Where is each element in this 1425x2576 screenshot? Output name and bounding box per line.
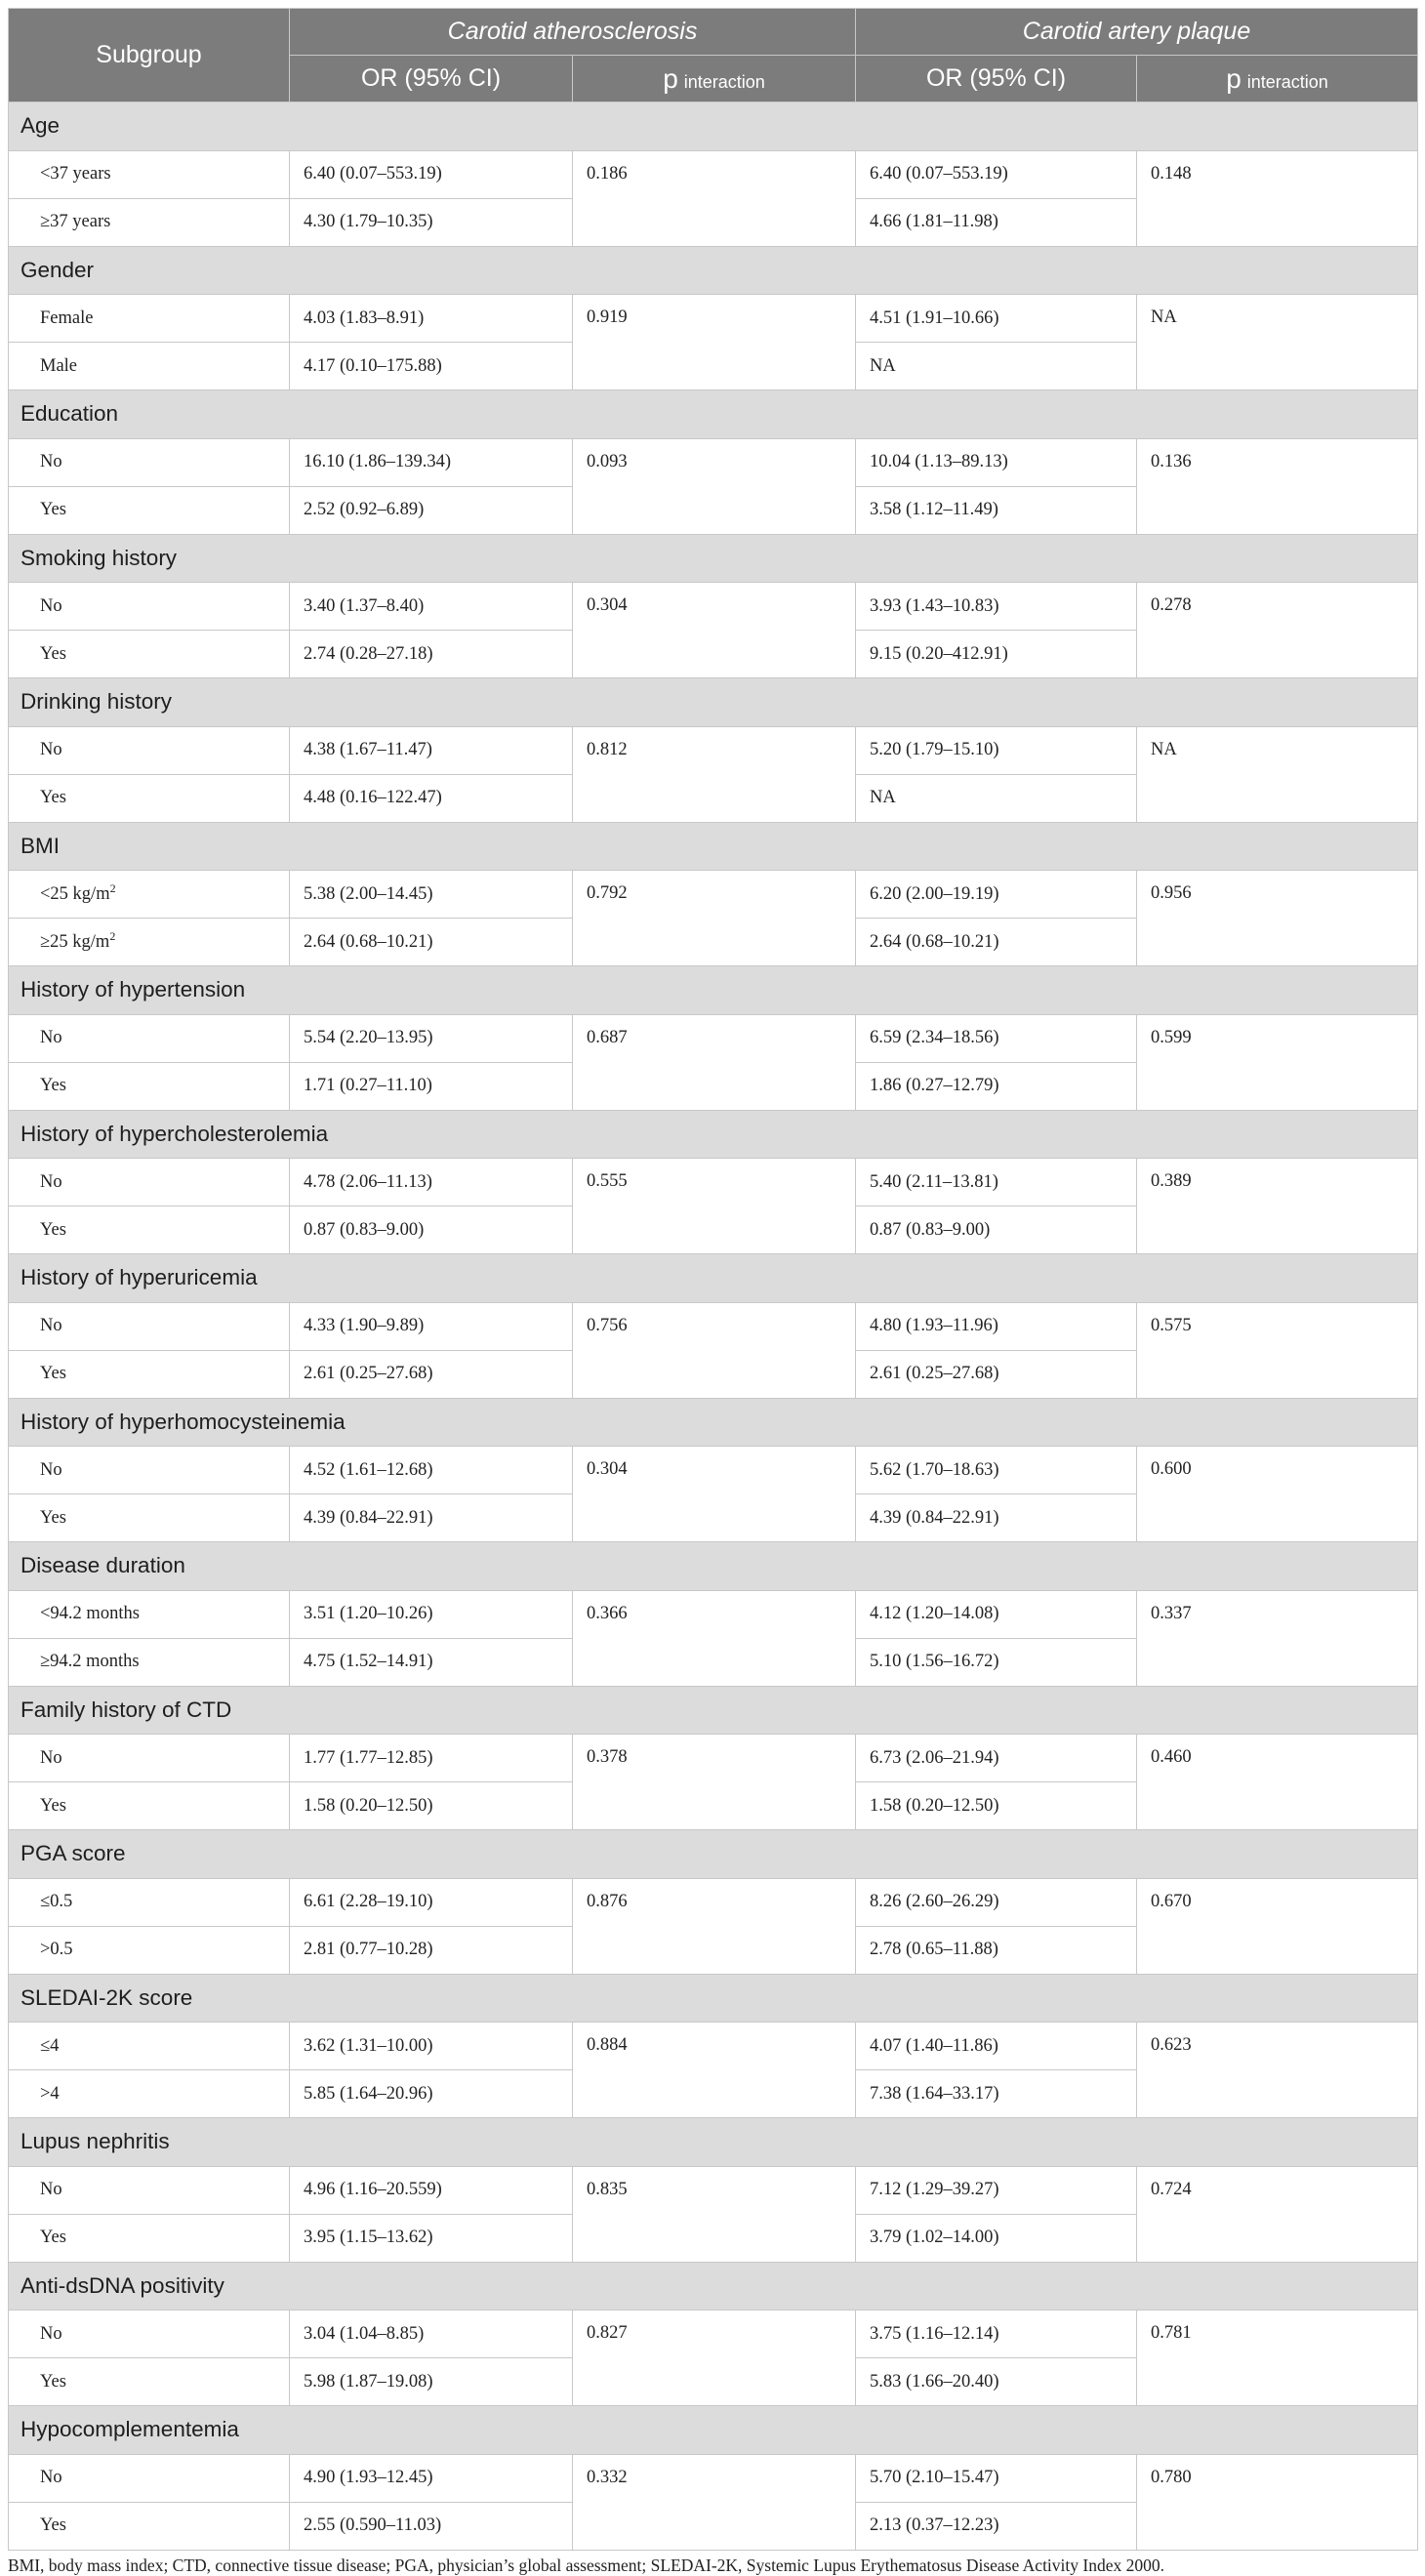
p-interaction-plaque: 0.599 — [1137, 1014, 1418, 1110]
table-row — [9, 871, 1418, 919]
or-ci-plaque: 8.26 (2.60–26.29) — [856, 1878, 1137, 1926]
table-row — [9, 2310, 1418, 2358]
subgroup-label — [9, 2023, 290, 2070]
subgroup-label-text: Yes — [40, 1795, 66, 1816]
or-ci-plaque: 0.87 (0.83–9.00) — [856, 1206, 1137, 1254]
subgroup-label — [9, 2214, 290, 2262]
or-ci-atherosclerosis: 1.77 (1.77–12.85) — [290, 1735, 573, 1782]
subgroup-label-text: No — [40, 2468, 62, 2487]
table-row — [9, 1159, 1418, 1206]
p-interaction-atherosclerosis: 0.812 — [573, 726, 856, 822]
subgroup-label-text: Yes — [40, 2228, 66, 2247]
subgroup-label — [9, 871, 290, 919]
p-interaction-plaque: 0.389 — [1137, 1159, 1418, 1254]
or-ci-atherosclerosis: 5.85 (1.64–20.96) — [290, 2070, 573, 2118]
or-ci-atherosclerosis: 2.81 (0.77–10.28) — [290, 1926, 573, 1974]
p-interaction-plaque: 0.460 — [1137, 1735, 1418, 1830]
or-ci-atherosclerosis: 4.48 (0.16–122.47) — [290, 774, 573, 822]
group-row — [9, 390, 1418, 439]
group-row — [9, 2262, 1418, 2310]
table-row — [9, 1447, 1418, 1494]
table-row — [9, 150, 1418, 198]
or-ci-plaque: 5.83 (1.66–20.40) — [856, 2358, 1137, 2406]
subgroup-label — [9, 486, 290, 534]
p-interaction-atherosclerosis: 0.186 — [573, 150, 856, 246]
subgroup-label — [9, 1782, 290, 1830]
or-ci-plaque: 3.79 (1.02–14.00) — [856, 2214, 1137, 2262]
subgroup-label — [9, 1014, 290, 1062]
group-label: Anti-dsDNA positivity — [9, 2262, 1418, 2310]
subgroup-label-text: <37 years — [40, 164, 111, 184]
table-row — [9, 726, 1418, 774]
or-ci-atherosclerosis: 4.33 (1.90–9.89) — [290, 1302, 573, 1350]
p-interaction-plaque: 0.623 — [1137, 2023, 1418, 2118]
or-ci-atherosclerosis: 3.40 (1.37–8.40) — [290, 583, 573, 631]
group-row — [9, 1254, 1418, 1303]
or-ci-plaque: 5.62 (1.70–18.63) — [856, 1447, 1137, 1494]
subgroup-analysis-table — [8, 8, 1418, 2551]
or-ci-atherosclerosis: 4.38 (1.67–11.47) — [290, 726, 573, 774]
p-interaction-plaque: 0.724 — [1137, 2166, 1418, 2262]
or-ci-plaque: 6.73 (2.06–21.94) — [856, 1735, 1137, 1782]
table-container — [8, 8, 1417, 2551]
p-interaction-atherosclerosis: 0.876 — [573, 1878, 856, 1974]
table-footnote: BMI, body mass index; CTD, connective tissue disease; PGA, physician’s global assessment; SLEDAI-2K, Systemic Lupus Erythematosus Disease Activity Index 2000. — [8, 2556, 1164, 2575]
or-ci-atherosclerosis: 5.54 (2.20–13.95) — [290, 1014, 573, 1062]
unit-superscript: 2 — [109, 880, 116, 895]
or-ci-atherosclerosis: 3.62 (1.31–10.00) — [290, 2023, 573, 2070]
p-interaction-atherosclerosis: 0.827 — [573, 2310, 856, 2406]
subgroup-label-text: Male — [40, 355, 78, 376]
p-symbol: p — [1226, 62, 1242, 94]
group-row — [9, 1110, 1418, 1159]
subgroup-label — [9, 1206, 290, 1254]
or-ci-atherosclerosis: 2.52 (0.92–6.89) — [290, 486, 573, 534]
subgroup-label-text: Yes — [40, 2371, 66, 2392]
group-label: Drinking history — [9, 678, 1418, 727]
p-interaction-plaque: 0.956 — [1137, 871, 1418, 966]
subgroup-label — [9, 2502, 290, 2550]
subgroup-label — [9, 1878, 290, 1926]
group-row — [9, 1398, 1418, 1447]
p-interaction-atherosclerosis: 0.756 — [573, 1302, 856, 1398]
or-ci-atherosclerosis: 3.04 (1.04–8.85) — [290, 2310, 573, 2358]
outcome-1-header: Carotid atherosclerosis — [290, 9, 856, 56]
or-ci-atherosclerosis: 3.95 (1.15–13.62) — [290, 2214, 573, 2262]
or-ci-plaque: 4.12 (1.20–14.08) — [856, 1590, 1137, 1638]
or-ci-plaque: 6.20 (2.00–19.19) — [856, 871, 1137, 919]
subgroup-label — [9, 1926, 290, 1974]
or-ci-plaque: 5.70 (2.10–15.47) — [856, 2454, 1137, 2502]
subgroup-label-text: Yes — [40, 1076, 66, 1095]
or-ci-plaque: NA — [856, 774, 1137, 822]
subgroup-label — [9, 919, 290, 966]
p-interaction-plaque: 0.670 — [1137, 1878, 1418, 1974]
subgroup-label-text: No — [40, 2180, 62, 2199]
subgroup-header: Subgroup — [9, 9, 290, 102]
subgroup-label — [9, 1062, 290, 1110]
p-symbol: p — [663, 62, 678, 94]
table-row — [9, 1735, 1418, 1782]
subgroup-label — [9, 1302, 290, 1350]
subgroup-label — [9, 726, 290, 774]
or-ci-plaque: 5.10 (1.56–16.72) — [856, 1638, 1137, 1686]
outcome-2-header: Carotid artery plaque — [856, 9, 1418, 56]
p-interaction-atherosclerosis: 0.332 — [573, 2454, 856, 2550]
p-interaction-plaque: 0.337 — [1137, 1590, 1418, 1686]
or-ci-atherosclerosis: 4.17 (0.10–175.88) — [290, 343, 573, 390]
or-ci-plaque: 10.04 (1.13–89.13) — [856, 438, 1137, 486]
or-ci-atherosclerosis: 16.10 (1.86–139.34) — [290, 438, 573, 486]
p-interaction-atherosclerosis: 0.835 — [573, 2166, 856, 2262]
group-label: Gender — [9, 246, 1418, 295]
subgroup-label — [9, 1159, 290, 1206]
or-ci-plaque: 4.80 (1.93–11.96) — [856, 1302, 1137, 1350]
subgroup-label — [9, 295, 290, 343]
subgroup-label-text: <25 kg/m — [40, 883, 110, 904]
subgroup-label-text: Yes — [40, 1364, 66, 1383]
subgroup-label-text: No — [40, 2323, 62, 2344]
group-row — [9, 246, 1418, 295]
or-ci-atherosclerosis: 2.64 (0.68–10.21) — [290, 919, 573, 966]
group-label: Disease duration — [9, 1542, 1418, 1591]
subgroup-label-text: Yes — [40, 1219, 66, 1240]
group-row — [9, 678, 1418, 727]
p-interaction-plaque: NA — [1137, 726, 1418, 822]
group-label: Hypocomplementemia — [9, 2406, 1418, 2455]
p-interaction-atherosclerosis: 0.304 — [573, 1447, 856, 1542]
table-row — [9, 1590, 1418, 1638]
or-ci-plaque: 3.93 (1.43–10.83) — [856, 583, 1137, 631]
table-row — [9, 1302, 1418, 1350]
group-row — [9, 1830, 1418, 1879]
or-ci-plaque: 6.40 (0.07–553.19) — [856, 150, 1137, 198]
p-interaction-plaque: NA — [1137, 295, 1418, 390]
subgroup-label-text: No — [40, 740, 62, 759]
p-interaction-header-2 — [1137, 56, 1418, 102]
subgroup-label-text: Yes — [40, 500, 66, 519]
or-ci-atherosclerosis: 2.61 (0.25–27.68) — [290, 1350, 573, 1398]
group-label: Family history of CTD — [9, 1686, 1418, 1735]
table-row — [9, 295, 1418, 343]
subgroup-label-text: No — [40, 452, 62, 471]
p-interaction-plaque: 0.600 — [1137, 1447, 1418, 1542]
or-ci-atherosclerosis: 4.96 (1.16–20.559) — [290, 2166, 573, 2214]
or-ci-atherosclerosis: 6.61 (2.28–19.10) — [290, 1878, 573, 1926]
or-ci-plaque: 7.12 (1.29–39.27) — [856, 2166, 1137, 2214]
or-ci-atherosclerosis: 2.74 (0.28–27.18) — [290, 631, 573, 678]
group-label: PGA score — [9, 1830, 1418, 1879]
subgroup-label-text: No — [40, 595, 62, 616]
subgroup-label-text: ≥94.2 months — [40, 1652, 140, 1671]
subgroup-label — [9, 631, 290, 678]
subgroup-label-text: Yes — [40, 2515, 66, 2535]
group-row — [9, 534, 1418, 583]
or-ci-atherosclerosis: 3.51 (1.20–10.26) — [290, 1590, 573, 1638]
or-ci-atherosclerosis: 4.39 (0.84–22.91) — [290, 1494, 573, 1542]
header-row-1 — [9, 9, 1418, 56]
or-ci-plaque: 6.59 (2.34–18.56) — [856, 1014, 1137, 1062]
group-label: History of hypertension — [9, 966, 1418, 1015]
p-interaction-atherosclerosis: 0.366 — [573, 1590, 856, 1686]
group-label: Smoking history — [9, 534, 1418, 583]
or-ci-plaque: 2.78 (0.65–11.88) — [856, 1926, 1137, 1974]
or-ci-atherosclerosis: 4.30 (1.79–10.35) — [290, 198, 573, 246]
group-label: Education — [9, 390, 1418, 439]
unit-superscript: 2 — [109, 928, 116, 943]
or-ci-plaque: 1.58 (0.20–12.50) — [856, 1782, 1137, 1830]
or-ci-plaque: 3.75 (1.16–12.14) — [856, 2310, 1137, 2358]
table-row — [9, 1878, 1418, 1926]
or-header-2: OR (95% CI) — [856, 56, 1137, 102]
subgroup-label — [9, 1494, 290, 1542]
or-ci-atherosclerosis: 6.40 (0.07–553.19) — [290, 150, 573, 198]
subgroup-label — [9, 1638, 290, 1686]
p-interaction-atherosclerosis: 0.919 — [573, 295, 856, 390]
or-ci-plaque: 7.38 (1.64–33.17) — [856, 2070, 1137, 2118]
or-ci-atherosclerosis: 4.52 (1.61–12.68) — [290, 1447, 573, 1494]
subgroup-label — [9, 1590, 290, 1638]
table-row — [9, 2023, 1418, 2070]
p-interaction-plaque: 0.278 — [1137, 583, 1418, 678]
subgroup-label — [9, 774, 290, 822]
subgroup-label — [9, 1735, 290, 1782]
group-row — [9, 102, 1418, 151]
or-ci-atherosclerosis: 5.38 (2.00–14.45) — [290, 871, 573, 919]
p-interaction-atherosclerosis: 0.304 — [573, 583, 856, 678]
subgroup-label-text: Yes — [40, 788, 66, 807]
or-ci-atherosclerosis: 2.55 (0.590–11.03) — [290, 2502, 573, 2550]
or-ci-plaque: 2.61 (0.25–27.68) — [856, 1350, 1137, 1398]
subgroup-label — [9, 1350, 290, 1398]
or-ci-plaque: 1.86 (0.27–12.79) — [856, 1062, 1137, 1110]
subgroup-label — [9, 2358, 290, 2406]
subgroup-label-text: >4 — [40, 2083, 60, 2104]
p-interaction-atherosclerosis: 0.378 — [573, 1735, 856, 1830]
or-ci-plaque: 5.40 (2.11–13.81) — [856, 1159, 1137, 1206]
table-row — [9, 583, 1418, 631]
or-ci-atherosclerosis: 0.87 (0.83–9.00) — [290, 1206, 573, 1254]
or-ci-plaque: 5.20 (1.79–15.10) — [856, 726, 1137, 774]
or-ci-plaque: 4.39 (0.84–22.91) — [856, 1494, 1137, 1542]
p-interaction-plaque: 0.780 — [1137, 2454, 1418, 2550]
subgroup-label-text: Female — [40, 307, 94, 328]
p-interaction-atherosclerosis: 0.884 — [573, 2023, 856, 2118]
group-label: Age — [9, 102, 1418, 151]
p-interaction-atherosclerosis: 0.093 — [573, 438, 856, 534]
group-label: History of hyperuricemia — [9, 1254, 1418, 1303]
table-row — [9, 438, 1418, 486]
subgroup-label — [9, 2166, 290, 2214]
or-ci-atherosclerosis: 4.75 (1.52–14.91) — [290, 1638, 573, 1686]
p-interaction-atherosclerosis: 0.687 — [573, 1014, 856, 1110]
subgroup-label — [9, 583, 290, 631]
or-ci-atherosclerosis: 1.71 (0.27–11.10) — [290, 1062, 573, 1110]
or-ci-atherosclerosis: 4.03 (1.83–8.91) — [290, 295, 573, 343]
p-interaction-plaque: 0.148 — [1137, 150, 1418, 246]
or-ci-atherosclerosis: 4.78 (2.06–11.13) — [290, 1159, 573, 1206]
subgroup-label — [9, 438, 290, 486]
subgroup-label — [9, 150, 290, 198]
p-interaction-atherosclerosis: 0.555 — [573, 1159, 856, 1254]
group-label: BMI — [9, 822, 1418, 871]
group-row — [9, 2406, 1418, 2455]
or-header-1: OR (95% CI) — [290, 56, 573, 102]
table-body — [9, 102, 1418, 2551]
p-interaction-header-1 — [573, 56, 856, 102]
group-row — [9, 966, 1418, 1015]
subgroup-label — [9, 2454, 290, 2502]
subgroup-label-text: No — [40, 1459, 62, 1480]
table-row — [9, 1014, 1418, 1062]
subgroup-label — [9, 2070, 290, 2118]
subgroup-label-text: >0.5 — [40, 1940, 73, 1959]
p-interaction-plaque: 0.136 — [1137, 438, 1418, 534]
subgroup-label — [9, 2310, 290, 2358]
p-subscript: interaction — [683, 71, 765, 92]
or-ci-plaque: 4.51 (1.91–10.66) — [856, 295, 1137, 343]
or-ci-plaque: 4.07 (1.40–11.86) — [856, 2023, 1137, 2070]
group-row — [9, 2118, 1418, 2167]
or-ci-plaque: 3.58 (1.12–11.49) — [856, 486, 1137, 534]
p-interaction-atherosclerosis: 0.792 — [573, 871, 856, 966]
or-ci-atherosclerosis: 1.58 (0.20–12.50) — [290, 1782, 573, 1830]
p-subscript: interaction — [1246, 71, 1328, 92]
subgroup-label-text: ≤0.5 — [40, 1892, 73, 1911]
p-interaction-plaque: 0.781 — [1137, 2310, 1418, 2406]
or-ci-plaque: 2.13 (0.37–12.23) — [856, 2502, 1137, 2550]
or-ci-atherosclerosis: 5.98 (1.87–19.08) — [290, 2358, 573, 2406]
or-ci-plaque: NA — [856, 343, 1137, 390]
or-ci-atherosclerosis: 4.90 (1.93–12.45) — [290, 2454, 573, 2502]
subgroup-label-text: No — [40, 1028, 62, 1047]
subgroup-label — [9, 343, 290, 390]
subgroup-label — [9, 198, 290, 246]
group-label: Lupus nephritis — [9, 2118, 1418, 2167]
or-ci-plaque: 2.64 (0.68–10.21) — [856, 919, 1137, 966]
subgroup-label-text: No — [40, 1171, 62, 1192]
subgroup-label-text: ≥37 years — [40, 212, 111, 231]
subgroup-label — [9, 1447, 290, 1494]
group-row — [9, 1974, 1418, 2023]
subgroup-label-text: No — [40, 1316, 62, 1335]
table-row — [9, 2454, 1418, 2502]
or-ci-plaque: 4.66 (1.81–11.98) — [856, 198, 1137, 246]
group-row — [9, 822, 1418, 871]
group-row — [9, 1686, 1418, 1735]
subgroup-label-text: No — [40, 1747, 62, 1768]
subgroup-label-text: Yes — [40, 1507, 66, 1528]
group-label: SLEDAI-2K score — [9, 1974, 1418, 2023]
subgroup-label-text: ≤4 — [40, 2035, 60, 2056]
table-row — [9, 2166, 1418, 2214]
subgroup-label-text: Yes — [40, 643, 66, 664]
subgroup-label-text: <94.2 months — [40, 1604, 140, 1623]
or-ci-plaque: 9.15 (0.20–412.91) — [856, 631, 1137, 678]
group-label: History of hypercholesterolemia — [9, 1110, 1418, 1159]
group-label: History of hyperhomocysteinemia — [9, 1398, 1418, 1447]
p-interaction-plaque: 0.575 — [1137, 1302, 1418, 1398]
group-row — [9, 1542, 1418, 1591]
subgroup-label-text: ≥25 kg/m — [40, 931, 110, 952]
